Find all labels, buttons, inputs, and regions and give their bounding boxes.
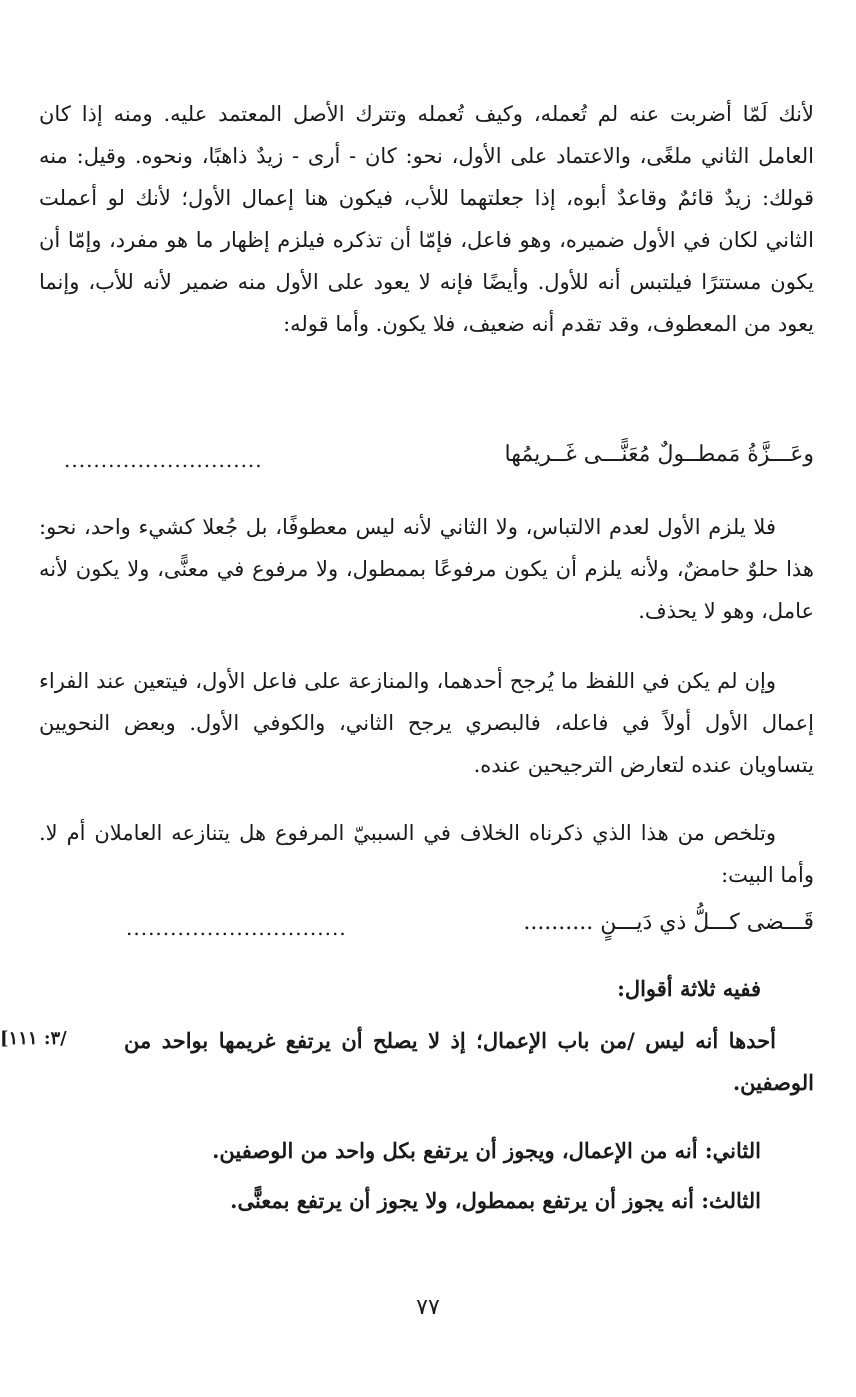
verse-2-dots: .............................. (126, 916, 347, 940)
paragraph-5: ففيه ثلاثة أقوال: (617, 976, 761, 1001)
paragraph-1: لأنك لَمّا أضربت عنه لم تُعمله، وكيف تُعمله وتترك الأصل المعتمد عليه. ومنه إذا كان العامل الثاني ملغًى، والاعتماد على الأول، نحو: كان - أرى - زيدٌ ذاهبًا، ونحوه. وقيل: منه قولك: زيدٌ قائمٌ وقاعدٌ أبوه، إذا جعلتهما للأب، فيكون هنا إعمال الأول؛ لأنك لو أعملت الثاني لكان في الأول ضميره، وهو فاعل، فإمّا أن تذكره فيلزم إظهار ما هو مفرد، وإمّا أن يكون مستترًا فيلتبس أنه للأول. وأيضًا فإنه لا يعود على الأول منه ضمير لأنه للأب، وإنما يعود من المعطوف، وقد تقدم أنه ضعيف، فلا يكون. وأما قوله: (39, 102, 814, 336)
verse-1-dots: ........................... (64, 448, 263, 472)
page-number: ٧٧ (416, 1295, 440, 1320)
paragraph-2: فلا يلزم الأول لعدم الالتباس، ولا الثاني لأنه ليس معطوفًا، بل جُعلا كشيء واحد، نحو: هذا حلوٌ حامضٌ، ولأنه يلزم أن يكون مرفوعًا بممطول، ولا مرفوع في معنًّى، ولا يكون لأنه عامل، وهو لا يحذف. (39, 515, 814, 623)
paragraph-3: وإن لم يكن في اللفظ ما يُرجح أحدهما، والمنازعة على فاعل الأول، فيتعين عند الفراء إعمال الأول أولاً في فاعله، فالبصري يرجح الثاني، والكوفي الأول. وبعض النحويين يتساويان عنده لتعارض الترجيحين عنده. (39, 669, 814, 777)
verse-2-text: قَـــضى كـــلُّ ذي دَيـــنٍ .......... (523, 910, 814, 935)
paragraph-8: الثالث: أنه يجوز أن يرتفع بممطول، ولا يجوز أن يرتفع بمعنًّى. (230, 1188, 761, 1213)
paragraph-7: الثاني: أنه من الإعمال، ويجوز أن يرتفع بكل واحد من الوصفين. (212, 1138, 761, 1163)
paragraph-4: وتلخص من هذا الذي ذكرناه الخلاف في السببيّ المرفوع هل يتنازعه العاملان أم لا. وأما البيت: (39, 821, 814, 887)
margin-reference: [٣: ١١١/ (0, 1028, 67, 1049)
paragraph-6: أحدها أنه ليس /من باب الإعمال؛ إذ لا يصلح أن يرتفع غريمها بواحد من الوصفين. (124, 1028, 814, 1095)
verse-1-text: وعَـــزَّةُ مَمطــولٌ مُعَنًّـــى غَــريمُها (504, 442, 814, 467)
